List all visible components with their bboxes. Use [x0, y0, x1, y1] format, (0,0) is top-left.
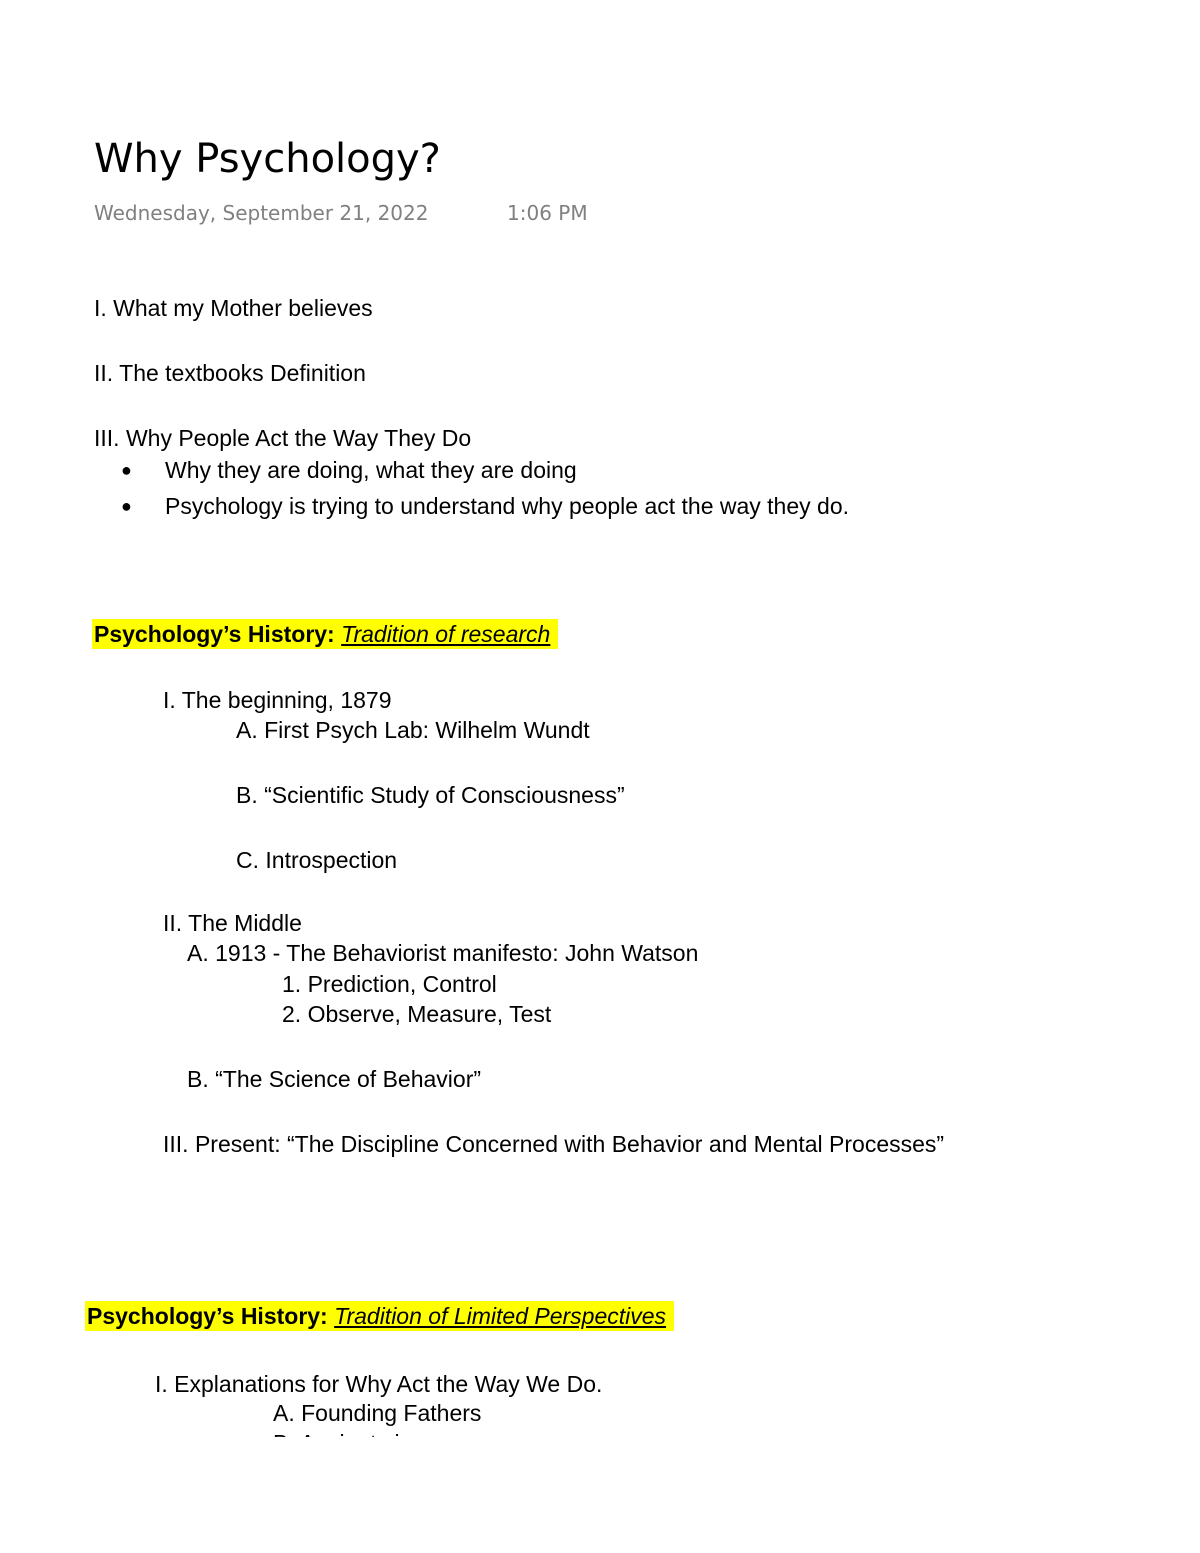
heading-subtitle: Tradition of Limited Perspectives	[334, 1303, 667, 1329]
section-heading-perspectives	[85, 1301, 674, 1331]
note-date: Wednesday, September 21, 2022	[94, 201, 429, 225]
heading-subtitle: Tradition of research	[341, 621, 551, 647]
page-cutoff-mask	[0, 1437, 1200, 1553]
outline-item: A. First Psych Lab: Wilhelm Wundt	[236, 717, 590, 743]
outline-item: II. The Middle	[163, 910, 302, 936]
page-title: Why Psychology?	[94, 136, 441, 182]
outline-item: I. Explanations for Why Act the Way We Do.	[155, 1371, 603, 1397]
outline-item: 1. Prediction, Control	[282, 971, 497, 997]
outline-item: B. “Scientific Study of Consciousness”	[236, 782, 625, 808]
bullet-dot-icon: ●	[121, 496, 132, 516]
bullet-item: Why they are doing, what they are doing	[165, 457, 577, 483]
bullet-item: Psychology is trying to understand why people act the way they do.	[165, 493, 850, 519]
intro-item: II. The textbooks Definition	[94, 360, 366, 386]
outline-item: 2. Observe, Measure, Test	[282, 1001, 552, 1027]
section-heading-research	[92, 619, 558, 649]
intro-item: III. Why People Act the Way They Do	[94, 425, 472, 451]
outline-item: I. The beginning, 1879	[163, 687, 392, 713]
outline-item: A. Founding Fathers	[273, 1400, 482, 1426]
outline-item: A. 1913 - The Behaviorist manifesto: John Watson	[187, 940, 699, 966]
heading-label: Psychology’s History:	[94, 621, 335, 647]
note-time: 1:06 PM	[507, 201, 588, 225]
heading-label: Psychology’s History:	[87, 1303, 328, 1329]
outline-item: III. Present: “The Discipline Concerned with Behavior and Mental Processes”	[163, 1131, 945, 1157]
outline-item: C. Introspection	[236, 847, 398, 873]
outline-item: B. “The Science of Behavior”	[187, 1066, 482, 1092]
bullet-dot-icon: ●	[121, 460, 132, 480]
intro-item: I. What my Mother believes	[94, 295, 373, 321]
